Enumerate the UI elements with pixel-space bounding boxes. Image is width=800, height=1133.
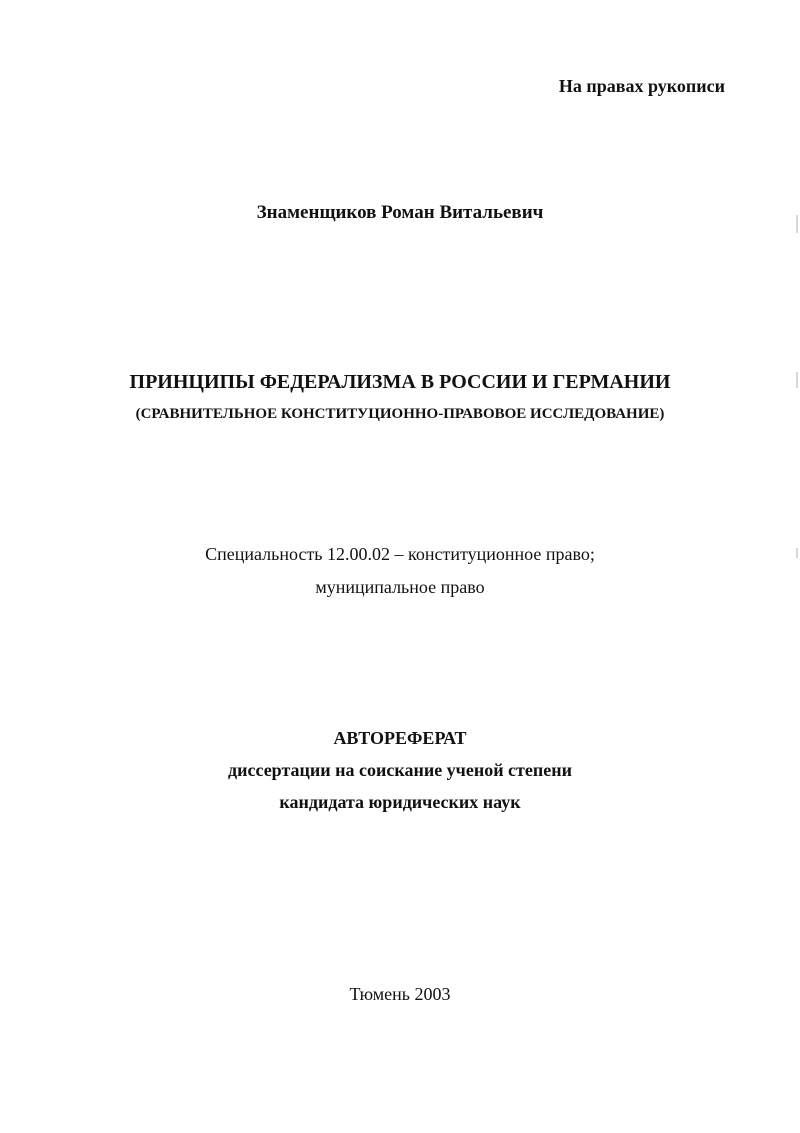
document-title: ПРИНЦИПЫ ФЕДЕРАЛИЗМА В РОССИИ И ГЕРМАНИИ xyxy=(129,371,671,393)
scan-edge-mark xyxy=(796,548,798,558)
specialty-line-2: муниципальное право xyxy=(315,577,485,597)
document-subtitle: (СРАВНИТЕЛЬНОЕ КОНСТИТУЦИОННО-ПРАВОВОЕ ИССЛЕДОВАНИЕ) xyxy=(135,406,665,422)
scan-edge-mark xyxy=(796,215,798,233)
scan-edge-mark xyxy=(796,372,798,388)
author-name: Знаменщиков Роман Витальевич xyxy=(256,202,544,223)
rights-note: На правах рукописи xyxy=(558,76,725,96)
thesis-line-1: диссертации на соискание ученой степени xyxy=(228,760,572,780)
place-and-year: Тюмень 2003 xyxy=(349,984,451,1004)
specialty-line-1: Специальность 12.00.02 – конституционное право; xyxy=(205,544,595,564)
thesis-line-2: кандидата юридических наук xyxy=(279,792,521,812)
abstract-heading: АВТОРЕФЕРАТ xyxy=(333,728,467,748)
